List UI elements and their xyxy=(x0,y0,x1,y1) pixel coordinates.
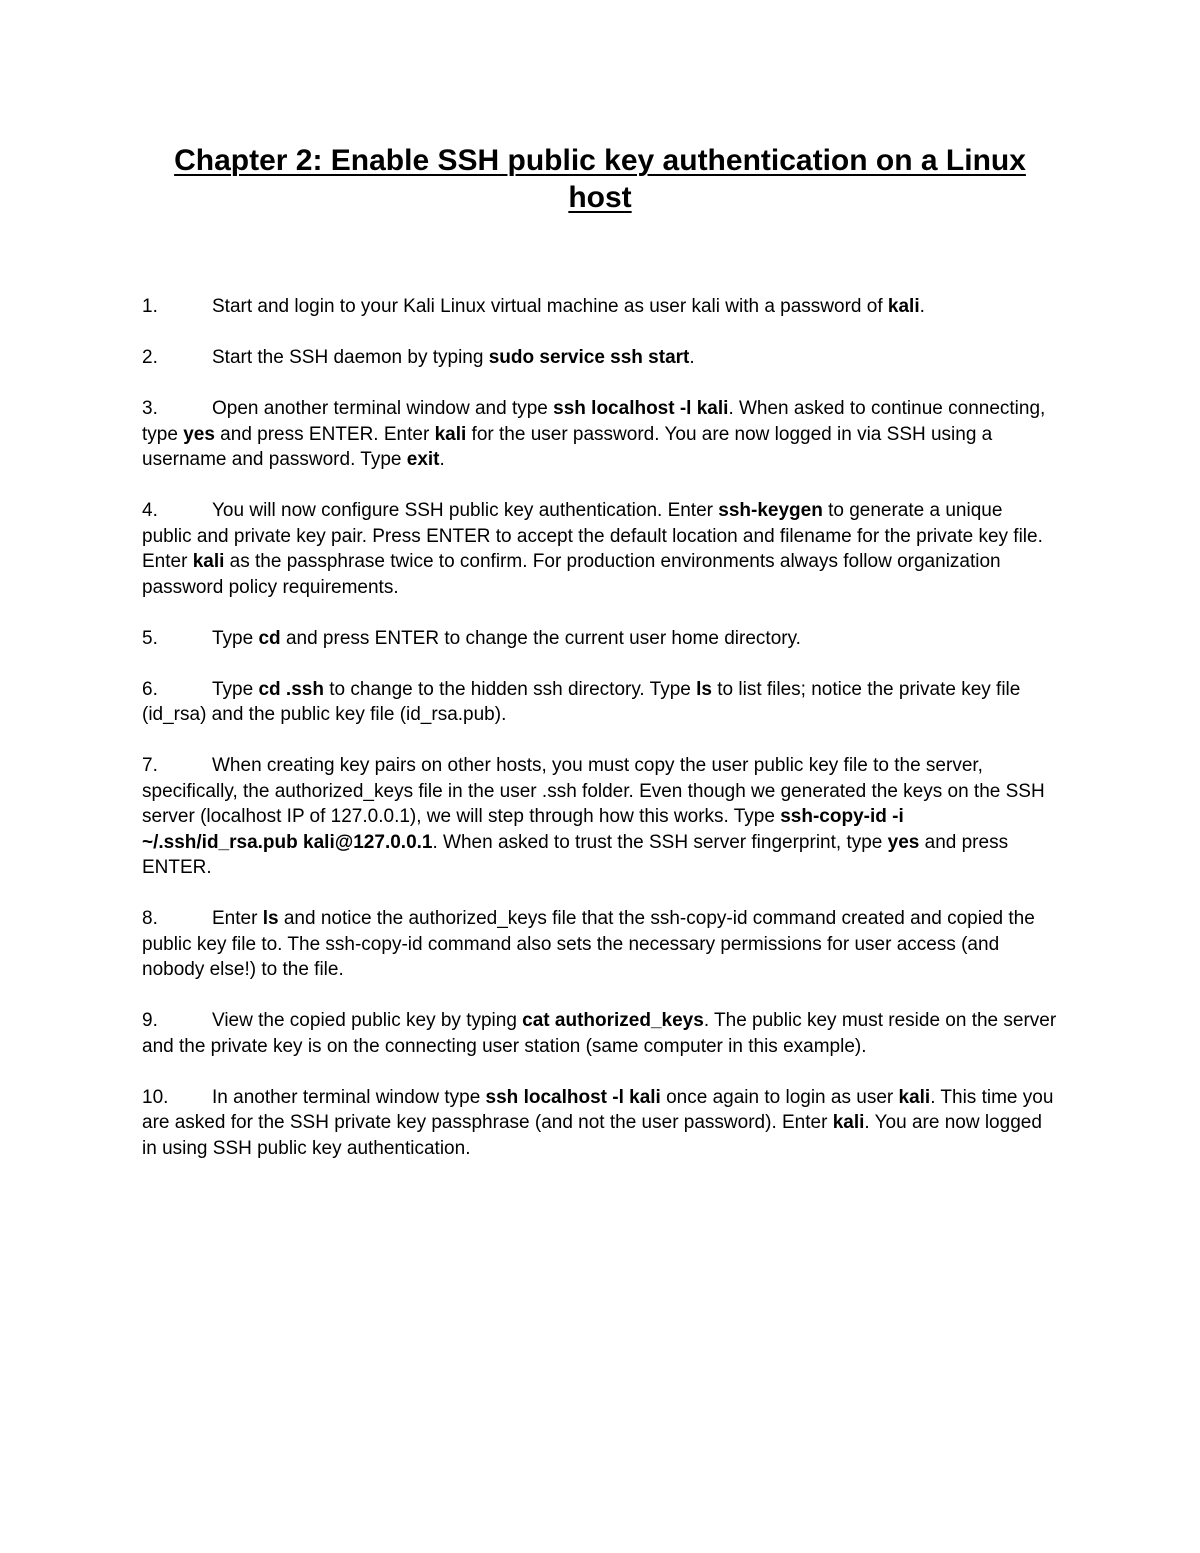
step-item xyxy=(142,1085,1057,1162)
step-number: 1. xyxy=(142,296,158,317)
step-number: 3. xyxy=(142,398,158,419)
step-number: 8. xyxy=(142,908,158,929)
step-command-text: cat authorized_keys xyxy=(522,1010,704,1031)
step-text: Type xyxy=(212,627,259,649)
step-text: once again to login as user xyxy=(660,1086,899,1108)
step-text: and press ENTER. xyxy=(142,831,1009,878)
step-text: . xyxy=(689,347,695,368)
step-command-text: ssh localhost -l kali xyxy=(553,398,729,419)
step-text: . You are now logged in using SSH public key authentication. xyxy=(142,1112,1042,1159)
step-text: and press ENTER to change the current user home directory. xyxy=(280,627,801,649)
step-command-text: kali xyxy=(898,1086,931,1108)
step-item xyxy=(142,677,1057,728)
step-text: and press ENTER. Enter xyxy=(214,423,435,445)
step-item xyxy=(142,345,1057,371)
step-number: 6. xyxy=(142,678,158,700)
step-text: . When asked to continue connecting, type xyxy=(142,398,1046,445)
step-item xyxy=(142,626,1057,652)
step-text: View the copied public key by typing xyxy=(212,1010,523,1031)
step-text: Start the SSH daemon by typing xyxy=(212,347,489,368)
step-item xyxy=(142,396,1057,473)
step-command-text: sudo service ssh start xyxy=(488,347,690,368)
step-text: to change to the hidden ssh directory. Type xyxy=(323,678,697,700)
step-text: . The public key must reside on the server and the private key is on the connecting user station (same computer in this example). xyxy=(142,1010,1057,1057)
step-text: . xyxy=(439,449,445,470)
step-command-text: ls xyxy=(262,908,279,929)
step-command-text: kali xyxy=(192,551,225,572)
step-text: as the passphrase twice to confirm. For production environments always follow organization password policy requirements. xyxy=(142,551,1001,598)
step-command-text: kali xyxy=(887,296,920,317)
step-text: Start and login to your Kali Linux virtual machine as user kali with a password of xyxy=(212,296,888,317)
step-number: 9. xyxy=(142,1010,158,1031)
step-text: and notice the authorized_keys file that the ssh-copy-id command created and copied the public key file to. The ssh-copy-id command also sets the necessary permissions for user access (and nobody else!) to the file. xyxy=(142,908,1035,980)
step-item xyxy=(142,906,1057,983)
step-command-text: ssh localhost -l kali xyxy=(485,1086,661,1108)
step-item xyxy=(142,1008,1057,1059)
steps-list xyxy=(142,294,1057,1187)
step-number: 5. xyxy=(142,627,158,649)
step-item xyxy=(142,753,1057,881)
step-command-text: cd .ssh xyxy=(258,678,324,700)
step-number: 2. xyxy=(142,347,158,368)
step-number: 7. xyxy=(142,755,158,776)
step-number: 10. xyxy=(142,1086,169,1108)
step-text: When creating key pairs on other hosts, you must copy the user public key file to the server, specifically, the authorized_keys file in the user .ssh folder. Even though we generated the keys on the SSH server (localhost IP of 127.0.0.1), we will step through how this works. Type xyxy=(142,755,1045,827)
step-command-text: yes xyxy=(887,831,920,853)
step-text: Open another terminal window and type xyxy=(212,398,554,419)
step-text: In another terminal window type xyxy=(212,1086,486,1108)
step-number: 4. xyxy=(142,500,158,521)
step-text: Type xyxy=(212,678,259,700)
step-command-text: exit xyxy=(406,449,440,470)
step-command-text: kali xyxy=(832,1112,865,1133)
step-item xyxy=(142,294,1057,320)
step-text: to list files; notice the private key file (id_rsa) and the public key file (id_rsa.pub). xyxy=(142,678,1021,725)
step-command-text: ssh-keygen xyxy=(718,500,823,521)
step-text: . xyxy=(919,296,925,317)
step-command-text: yes xyxy=(183,423,215,445)
step-command-text: kali xyxy=(434,423,467,445)
step-command-text: ssh-copy-id -i ~/.ssh/id_rsa.pub kali@127.0.0.1 xyxy=(142,806,904,853)
step-command-text: cd xyxy=(258,627,281,649)
step-text: to generate a unique public and private key pair. Press ENTER to accept the default location and filename for the private key file. Enter xyxy=(142,500,1043,572)
step-item xyxy=(142,498,1057,600)
step-text: Enter xyxy=(212,908,263,929)
step-text: for the user password. You are now logged in via SSH using a username and password. Type xyxy=(142,423,993,470)
step-text: . This time you are asked for the SSH private key passphrase (and not the user password). Enter xyxy=(142,1086,1054,1133)
step-command-text: ls xyxy=(696,678,712,700)
step-text: . When asked to trust the SSH server fingerprint, type xyxy=(432,831,888,853)
step-text: You will now configure SSH public key authentication. Enter xyxy=(212,500,719,521)
chapter-title: Chapter 2: Enable SSH public key authentication on a Linux host xyxy=(174,144,1026,214)
